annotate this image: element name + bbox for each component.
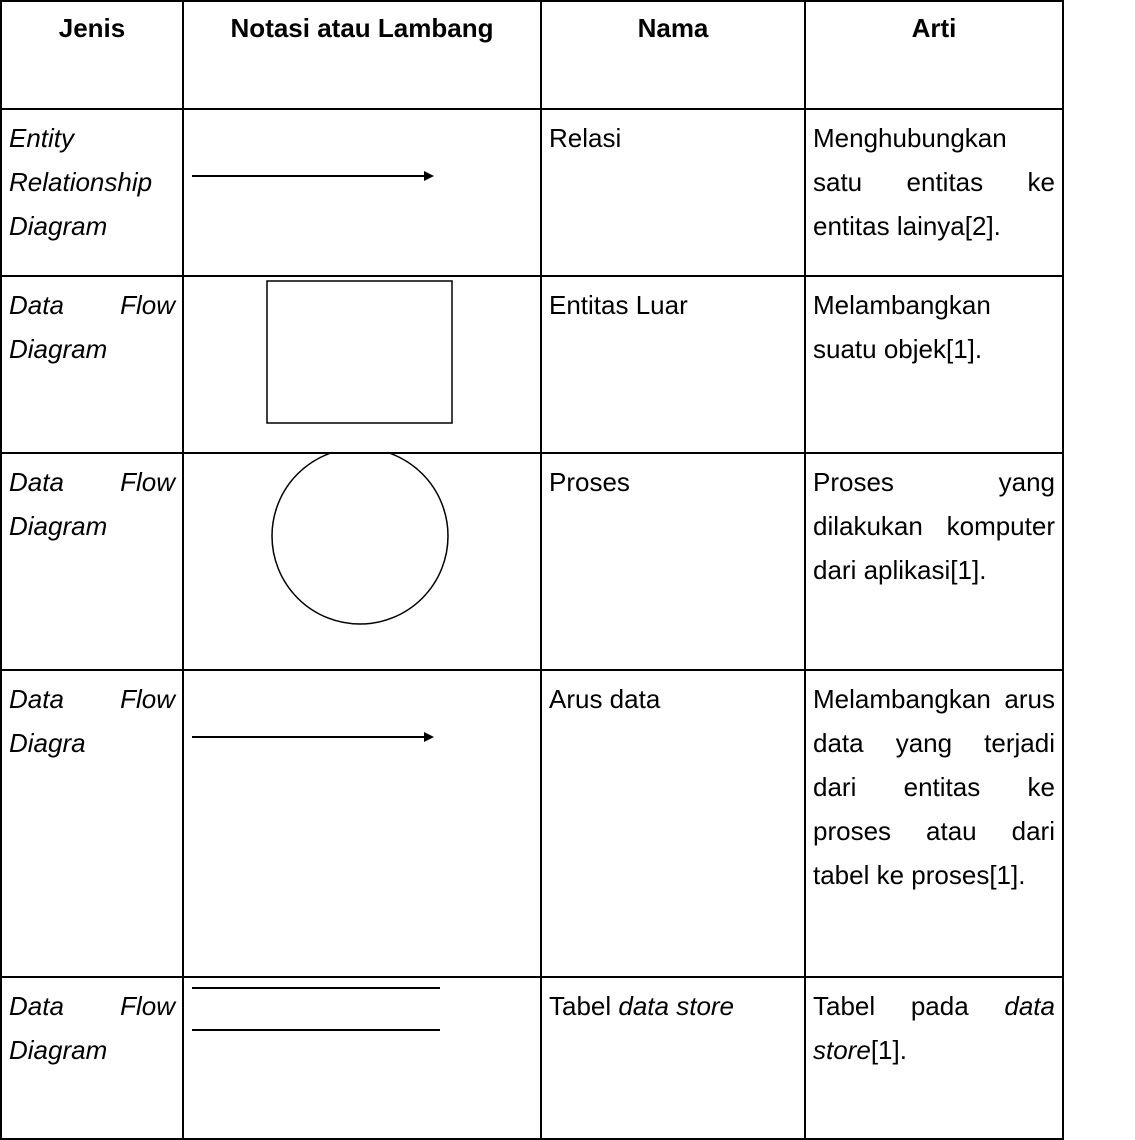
symbol-cell xyxy=(183,670,541,977)
table-row xyxy=(1,109,1063,276)
arrow-icon xyxy=(184,110,540,275)
header-nama: Nama xyxy=(541,1,805,109)
nama-cell: Entitas Luar xyxy=(541,276,805,453)
jenis-cell: Data Flow Diagram xyxy=(1,977,183,1139)
arrow-icon xyxy=(184,671,540,976)
nama-text: Tabel xyxy=(549,991,619,1021)
arti-cell: Melambangkan suatu objek[1]. xyxy=(805,276,1063,453)
arti-emphasis: store xyxy=(813,1035,871,1065)
nama-cell: Proses xyxy=(541,453,805,670)
symbol-cell xyxy=(183,453,541,670)
symbol-cell xyxy=(183,977,541,1139)
symbol-cell xyxy=(183,276,541,453)
rectangle-icon xyxy=(184,277,540,452)
header-arti: Arti xyxy=(805,1,1063,109)
jenis-cell: Data Flow Diagra xyxy=(1,670,183,977)
jenis-cell: Entity Relationship Diagram xyxy=(1,109,183,276)
data-store-icon xyxy=(184,978,540,1138)
nama-cell xyxy=(541,977,805,1139)
arti-text: Tabel pada xyxy=(813,991,1005,1021)
nama-emphasis: data store xyxy=(618,991,735,1021)
arti-cell: Proses yang dilakukan komputer dari aplikasi[1]. xyxy=(805,453,1063,670)
table-row xyxy=(1,453,1063,670)
header-row xyxy=(1,1,1063,109)
jenis-cell: Data Flow Diagram xyxy=(1,453,183,670)
arti-cell: Menghubungkan satu entitas ke entitas lainya[2]. xyxy=(805,109,1063,276)
table-row xyxy=(1,276,1063,453)
arti-cell xyxy=(805,977,1063,1139)
arti-cell: Melambangkan arus data yang terjadi dari entitas ke proses atau dari tabel ke proses[1]. xyxy=(805,670,1063,977)
nama-cell: Relasi xyxy=(541,109,805,276)
circle-icon xyxy=(184,454,540,669)
arti-emphasis: data xyxy=(1004,991,1055,1021)
header-notasi: Notasi atau Lambang xyxy=(183,1,541,109)
arti-citation: [1]. xyxy=(870,1035,907,1065)
table-row xyxy=(1,977,1063,1139)
header-jenis: Jenis xyxy=(1,1,183,109)
table-row xyxy=(1,670,1063,977)
jenis-cell: Data Flow Diagram xyxy=(1,276,183,453)
nama-cell: Arus data xyxy=(541,670,805,977)
symbol-cell xyxy=(183,109,541,276)
